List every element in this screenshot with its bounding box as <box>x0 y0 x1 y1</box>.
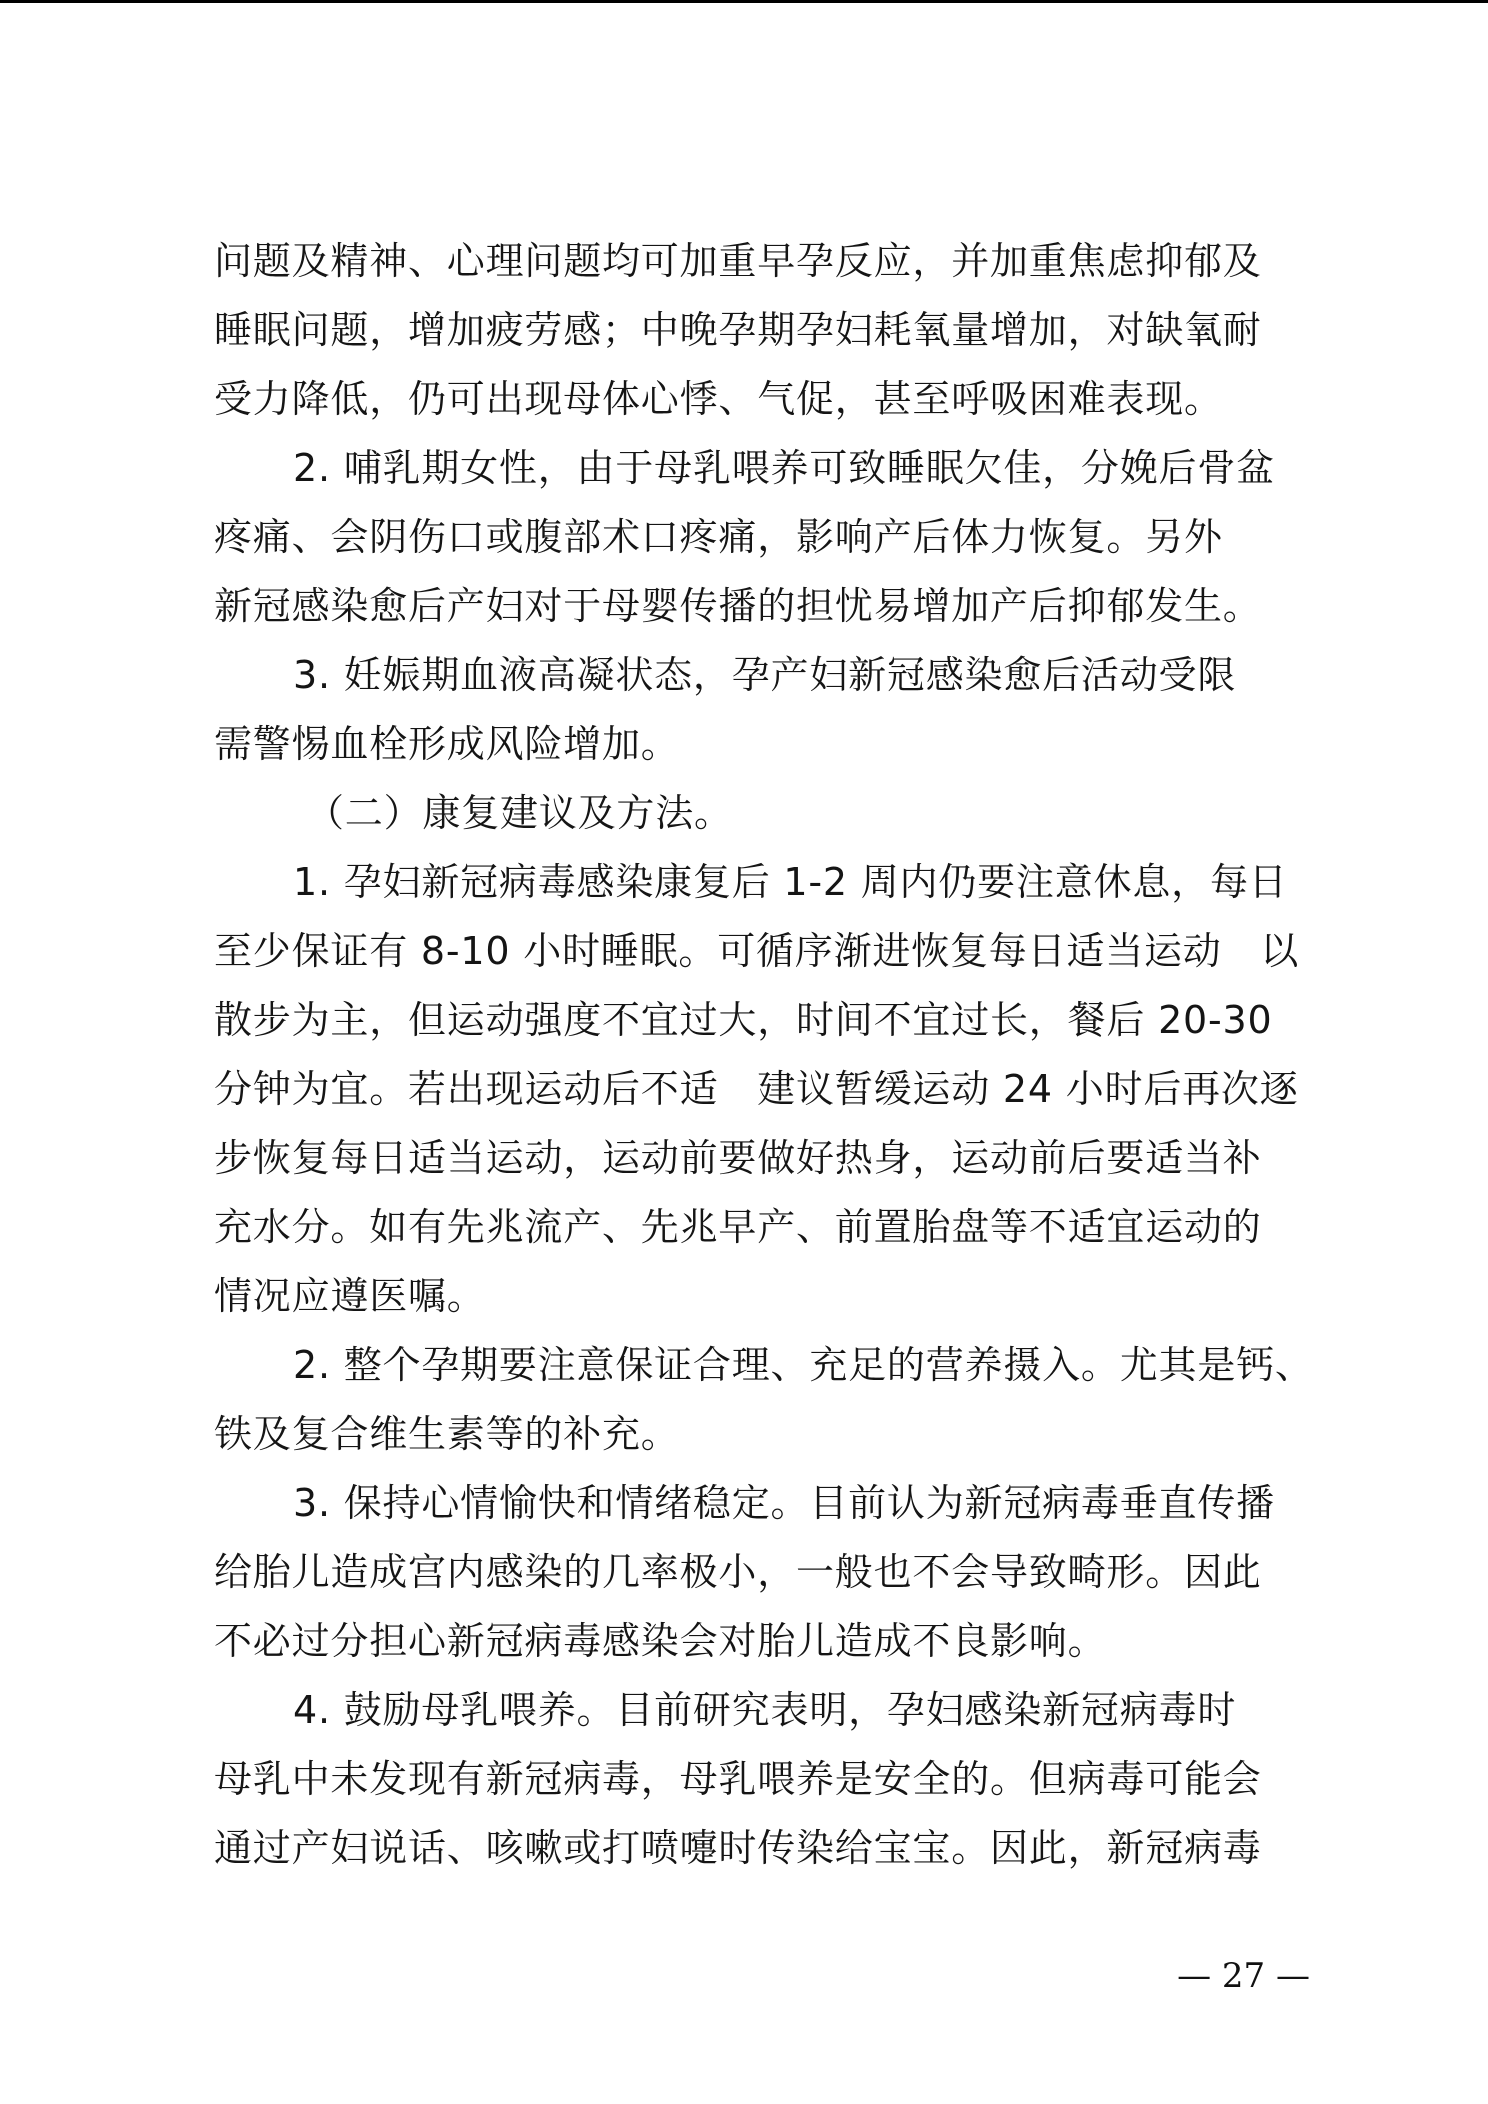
text-line: 新冠感染愈后产妇对于母婴传播的担忧易增加产后抑郁发生。 <box>214 584 1262 628</box>
paragraph-start-line: 3. 妊娠期血液高凝状态，孕产妇新冠感染愈后活动受限 <box>293 653 1237 697</box>
top-border-rule <box>0 0 1488 3</box>
text-line: 散步为主，但运动强度不宜过大，时间不宜过长，餐后 20-30 <box>214 998 1273 1042</box>
text-line: 充水分。如有先兆流产、先兆早产、前置胎盘等不适宜运动的 <box>214 1205 1262 1249</box>
text-line: 分钟为宜。若出现运动后不适 建议暂缓运动 24 小时后再次逐 <box>214 1067 1299 1111</box>
text-line: 情况应遵医嘱。 <box>214 1274 486 1318</box>
section-heading: （二）康复建议及方法。 <box>306 791 733 835</box>
paragraph-start-line: 4. 鼓励母乳喂养。目前研究表明，孕妇感染新冠病毒时 <box>293 1688 1237 1732</box>
text-line: 步恢复每日适当运动，运动前要做好热身，运动前后要适当补 <box>214 1136 1262 1180</box>
text-line: 睡眠问题，增加疲劳感；中晚孕期孕妇耗氧量增加，对缺氧耐 <box>214 308 1262 352</box>
text-line: 给胎儿造成宫内感染的几率极小，一般也不会导致畸形。因此 <box>214 1550 1262 1594</box>
text-line: 需警惕血栓形成风险增加。 <box>214 722 680 766</box>
text-line: 母乳中未发现有新冠病毒，母乳喂养是安全的。但病毒可能会 <box>214 1757 1262 1801</box>
text-line: 至少保证有 8-10 小时睡眠。可循序渐进恢复每日适当运动 以 <box>214 929 1300 973</box>
text-line: 不必过分担心新冠病毒感染会对胎儿造成不良影响。 <box>214 1619 1107 1663</box>
paragraph-start-line: 1. 孕妇新冠病毒感染康复后 1-2 周内仍要注意休息，每日 <box>293 860 1288 904</box>
paragraph-start-line: 3. 保持心情愉快和情绪稳定。目前认为新冠病毒垂直传播 <box>293 1481 1275 1525</box>
text-line: 问题及精神、心理问题均可加重早孕反应，并加重焦虑抑郁及 <box>214 239 1262 283</box>
paragraph-start-line: 2. 整个孕期要注意保证合理、充足的营养摄入。尤其是钙、 <box>293 1343 1314 1387</box>
document-body <box>214 227 1314 1883</box>
paragraph-start-line: 2. 哺乳期女性，由于母乳喂养可致睡眠欠佳，分娩后骨盆 <box>293 446 1275 490</box>
text-line: 疼痛、会阴伤口或腹部术口疼痛，影响产后体力恢复。另外 <box>214 515 1223 559</box>
page-number: — 27 — <box>1177 1956 1310 1996</box>
text-line: 铁及复合维生素等的补充。 <box>214 1412 680 1456</box>
text-line: 受力降低，仍可出现母体心悸、气促，甚至呼吸困难表现。 <box>214 377 1223 421</box>
text-line: 通过产妇说话、咳嗽或打喷嚏时传染给宝宝。因此，新冠病毒 <box>214 1826 1262 1870</box>
